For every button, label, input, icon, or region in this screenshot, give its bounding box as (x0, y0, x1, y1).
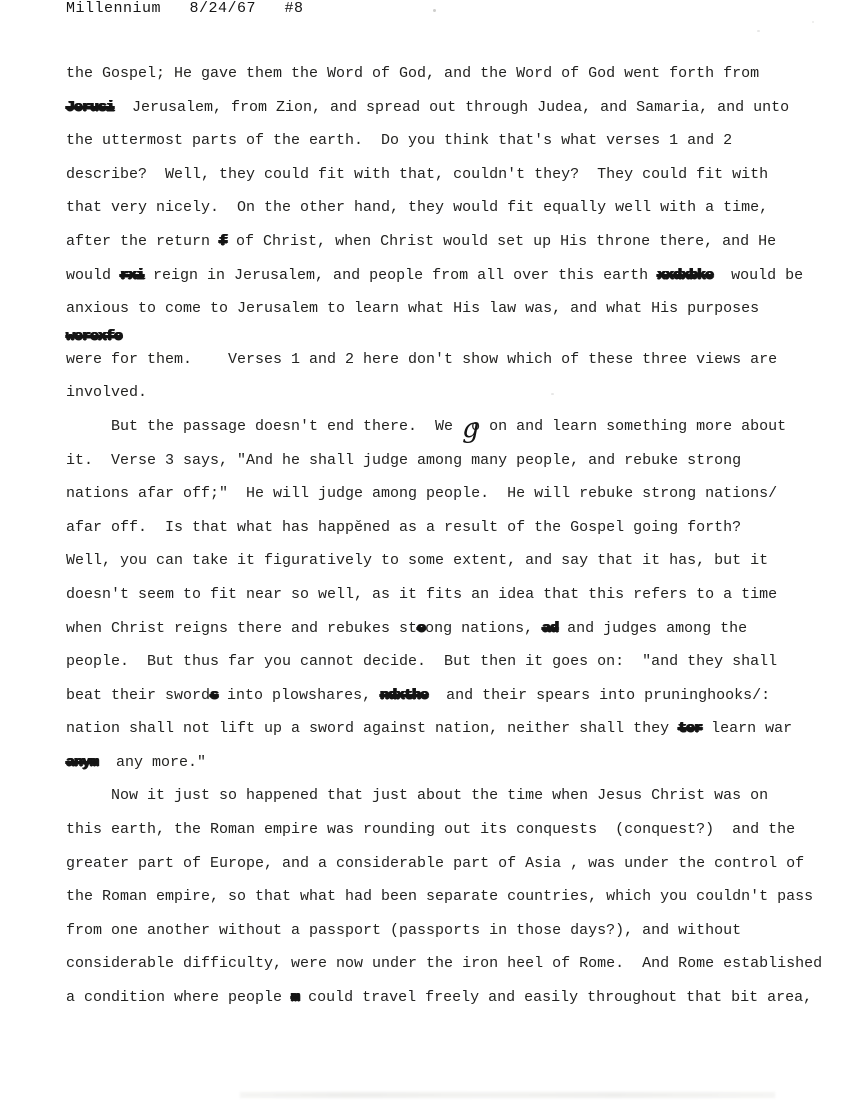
text-line (66, 684, 818, 718)
text-line (66, 885, 818, 919)
struck-out-text: ter (678, 720, 703, 738)
text-line (66, 650, 818, 684)
text-line (66, 327, 818, 348)
text-segment: Well, you can take it figuratively to some extent, and say that it has, but it (66, 552, 769, 570)
scan-speck (551, 393, 554, 395)
scan-speck (812, 21, 814, 23)
text-segment: of Christ, when Christ would set up His throne there, and He (227, 232, 777, 250)
struck-out-text: ndxthe (380, 686, 429, 704)
text-segment: any more." (98, 753, 207, 771)
text-line (66, 163, 818, 197)
text-line (66, 919, 818, 953)
text-line (66, 297, 818, 331)
text-segment: and their spears into pruninghooks/: (428, 686, 771, 704)
text-line (66, 583, 818, 617)
text-line (66, 516, 818, 550)
scan-speck (433, 9, 436, 12)
text-segment: the uttermost parts of the earth. Do you think that's what verses 1 and 2 (66, 132, 733, 150)
text-line (66, 348, 818, 382)
page-header: Millennium 8/24/67 #8 (66, 0, 304, 17)
text-line (66, 818, 818, 852)
struck-out-text: anym (66, 753, 99, 771)
struck-out-text: Jerusi (66, 98, 115, 116)
document-body (66, 62, 823, 1020)
text-segment: describe? Well, they could fit with that, couldn't they? They could fit with (66, 165, 769, 183)
text-segment: after the return (66, 232, 220, 250)
text-line (66, 96, 818, 130)
text-segment: But the passage doesn't end there. We (66, 417, 463, 435)
text-segment: from one another without a passport (passports in those days?), and without (66, 921, 742, 939)
struck-out-text: ad (542, 619, 559, 637)
text-segment: doesn't seem to fit near so well, as it fits an idea that this refers to a time (66, 585, 778, 603)
text-segment: learn war (702, 720, 793, 738)
text-line (66, 129, 818, 163)
text-line (66, 196, 818, 230)
struck-out-text: f (219, 232, 228, 250)
text-line (66, 751, 818, 785)
text-line (66, 986, 818, 1020)
text-segment: Jerusalem, from Zion, and spread out through Judea, and Samaria, and unto (114, 98, 790, 116)
text-segment: anxious to come to Jerusalem to learn what His law was, and what His purposes (66, 300, 760, 318)
text-segment: that very nicely. On the other hand, they would fit equally well with a time, (66, 199, 769, 217)
text-segment: this earth, the Roman empire was rounding out its conquests (conquest?) and the (66, 821, 796, 839)
text-segment: involved. (66, 384, 148, 402)
text-line (66, 549, 818, 583)
text-line (66, 784, 818, 818)
page-bleed-artifact (240, 1092, 775, 1098)
text-segment: would be (713, 266, 804, 284)
text-segment: it. Verse 3 says, "And he shall judge among many people, and rebuke strong (66, 451, 742, 469)
scan-speck (757, 30, 760, 32)
struck-out-text: rxi (120, 266, 145, 284)
text-segment: nation shall not lift up a sword against nation, neither shall they (66, 720, 679, 738)
text-line (66, 717, 818, 751)
text-segment: would (66, 266, 121, 284)
struck-out-text: xxdxbke (657, 266, 714, 284)
text-segment: reign in Jerusalem, and people from all over this earth (144, 266, 658, 284)
text-line (66, 449, 818, 483)
text-segment: and judges among the (558, 619, 748, 637)
text-line (66, 617, 818, 651)
text-line (66, 482, 818, 516)
text-segment: the Gospel; He gave them the Word of God, and the Word of God went forth from (66, 65, 760, 82)
text-line: But the passage doesn't end there. We go on and learn something more about (66, 412, 787, 444)
text-segment: considerable difficulty, were now under the iron heel of Rome. And Rome established (66, 955, 823, 973)
text-segment: the Roman empire, so that what had been separate countries, which you couldn't pass (66, 888, 814, 906)
text-line (66, 952, 823, 986)
text-segment: people. But thus far you cannot decide. But then it goes on: "and they shall (66, 653, 778, 671)
text-line (66, 264, 818, 298)
text-segment: nations afar off;" He will judge among people. He will rebuke strong nations/ (66, 485, 778, 503)
text-segment: greater part of Europe, and a considerable part of Asia , was under the control of (66, 854, 805, 872)
text-segment: when Christ reigns there and rebukes st (66, 619, 418, 637)
text-segment: into plowshares, (218, 686, 381, 704)
struck-out-text: m (291, 989, 300, 1007)
text-segment: could travel freely and easily throughout that bit area, (299, 989, 813, 1007)
struck-out-text: o (417, 619, 426, 637)
text-segment: o on and learn something more about (471, 417, 787, 435)
text-segment: were for them. Verses 1 and 2 here don't show which of these three views are (66, 350, 778, 368)
text-line (66, 852, 818, 886)
text-segment: ong nations, (425, 619, 543, 637)
text-segment: a condition where people (66, 989, 292, 1007)
struck-out-text: s (210, 686, 219, 704)
text-segment: beat their sword (66, 686, 211, 704)
text-segment: Now it just so happened that just about the time when Jesus Christ was on (66, 787, 769, 805)
text-line (66, 230, 818, 264)
text-segment: afar off. Is that what has happĕned as a result of the Gospel going forth? (66, 518, 742, 536)
text-line (66, 62, 818, 96)
text-line (66, 381, 818, 415)
struck-out-text: werexfo (66, 327, 123, 345)
